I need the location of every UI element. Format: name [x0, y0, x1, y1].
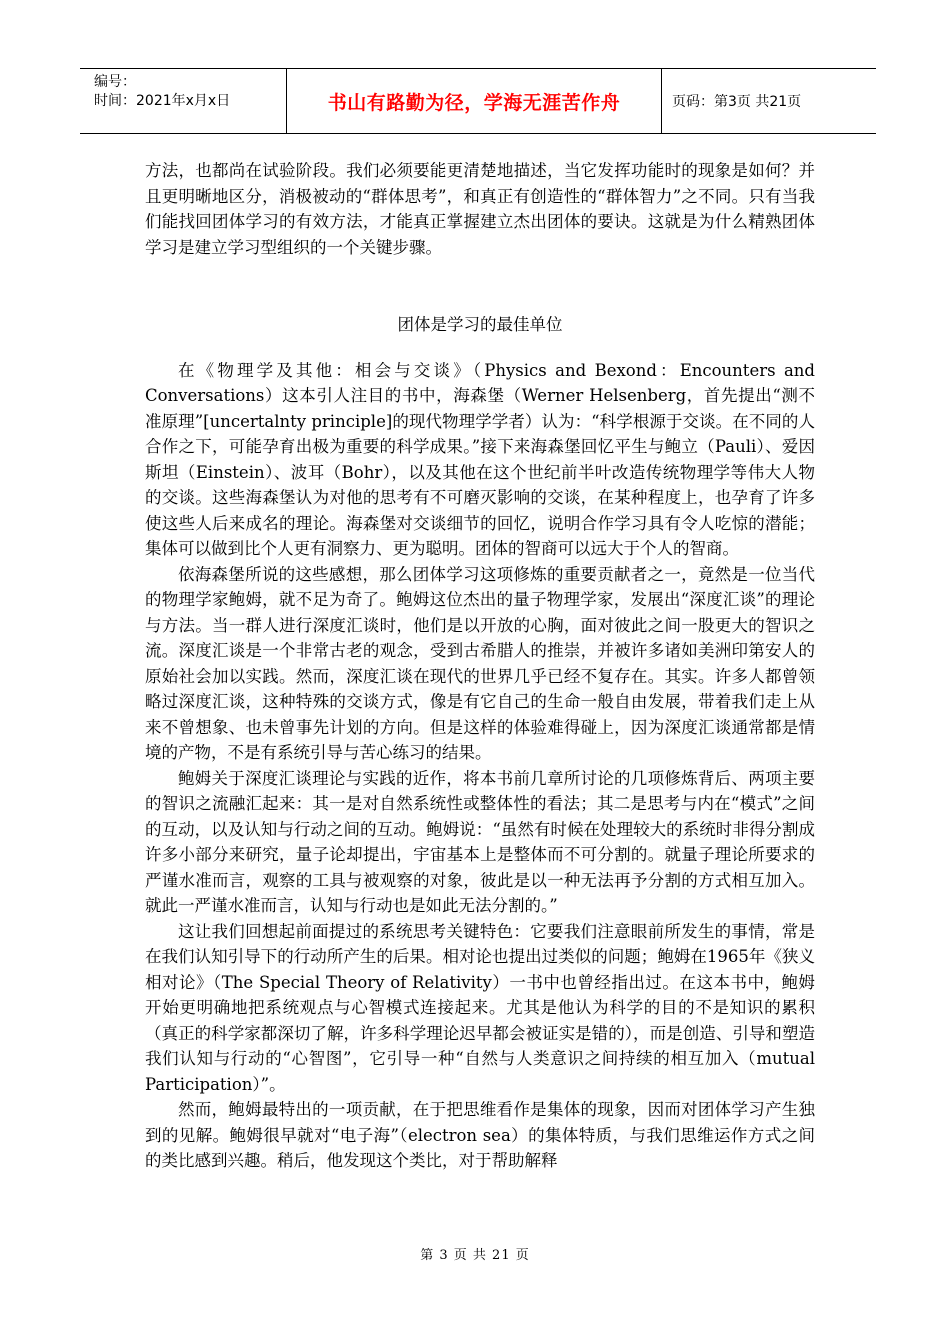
- header-meta-cell: [80, 69, 287, 133]
- header-motto-cell: [287, 69, 662, 133]
- continued-paragraph: 方法，也都尚在试验阶段。我们必须要能更清楚地描述，当它发挥功能时的现象是如何？并且更明晰地区分，消极被动的“群体思考”，和真正有创造性的“群体智力”之不同。只有当我们能找回团体学习的有效方法，才能真正掌握建立杰出团体的要诀。这就是为什么精熟团体学习是建立学习型组织的一个关键步骤。: [145, 161, 815, 257]
- page-footer: 第 3 页 共 21 页: [420, 1248, 530, 1263]
- header-page-info: 页码：第3页 共21页: [672, 94, 802, 110]
- body-paragraph-1: 在《物理学及其他：相会与交谈》（Physics and Bexond：Encounters and Conversations）这本引人注目的书中，海森堡（Werner Helsenberg，首先提出“测不准原理”[uncertalnty principle]的现代物理学学者）认为：“科学根源于交谈。在不同的人合作之下，可能孕育出极为重要的科学成果。”接下来海森堡回忆平生与鲍立（Pauli）、爱因斯坦（Einstein）、波耳（Bohr），以及其他在这个世纪前半叶改造传统物理学等伟大人物的交谈。这些海森堡认为对他的思考有不可磨灭影响的交谈，在某种程度上，也孕育了许多使这些人后来成名的理论。海森堡对交谈细节的回忆，说明合作学习具有令人吃惊的潜能；集体可以做到比个人更有洞察力、更为聪明。团体的智商可以远大于个人的智商。: [145, 360, 815, 558]
- header-motto: 书山有路勤为径，学海无涯苦作舟: [327, 91, 621, 114]
- document-body: [145, 158, 815, 1174]
- document-time-label: 时间：2021年x月x日: [94, 93, 231, 109]
- body-paragraph-3: 鲍姆关于深度汇谈理论与实践的近作，将本书前几章所讨论的几项修炼背后、两项主要的智识之流融汇起来：其一是对自然系统性或整体性的看法；其二是思考与内在“模式”之间的互动，以及认知与行动之间的互动。鲍姆说：“虽然有时候在处理较大的系统时非得分割成许多小部分来研究，量子论却提出，宇宙基本上是整体而不可分割的。就量子理论所要求的严谨水准而言，观察的工具与被观察的对象，彼此是以一种无法再予分割的方式相互加入。就此一严谨水准而言，认知与行动也是如此无法分割的。”: [145, 768, 815, 915]
- body-paragraph-2: 依海森堡所说的这些感想，那么团体学习这项修炼的重要贡献者之一，竟然是一位当代的物理学家鲍姆，就不足为奇了。鲍姆这位杰出的量子物理学家，发展出“深度汇谈”的理论与方法。当一群人进行深度汇谈时，他们是以开放的心胸，面对彼此之间一股更大的智识之流。深度汇谈是一个非常古老的观念，受到古希腊人的推崇，并被许多诸如美洲印第安人的原始社会加以实践。然而，深度汇谈在现代的世界几乎已经不复存在。其实。许多人都曾领略过深度汇谈，这种特殊的交谈方式，像是有它自己的生命一般自由发展，带着我们走上从来不曾想象、也未曾事先计划的方向。但是这样的体验难得碰上，因为深度汇谈通常都是情境的产物，不是有系统引导与苦心练习的结果。: [145, 564, 815, 762]
- body-paragraph-5: 然而，鲍姆最特出的一项贡献，在于把思维看作是集体的现象，因而对团体学习产生独到的见解。鲍姆很早就对“电子海”（electron sea）的集体特质，与我们思维运作方式之间的类比感到兴趣。稍后，他发现这个类比，对于帮助解释: [145, 1100, 815, 1170]
- body-paragraph-4: 这让我们回想起前面提过的系统思考关键特色：它要我们注意眼前所发生的事情，常是在我们认知引导下的行动所产生的后果。相对论也提出过类似的问题；鲍姆在1965年《狭义相对论》（The Special Theory of Relativity）一书中也曾经指出过。在这本书中，鲍姆开始更明确地把系统观点与心智模式连接起来。尤其是他认为科学的目的不是知识的累积（真正的科学家都深切了解，许多科学理论迟早都会被证实是错的），而是创造、引导和塑造我们认知与行动的“心智图”，它引导一种“自然与人类意识之间持续的相互加入（mutual Participation）”。: [145, 921, 815, 1094]
- page-header: [80, 68, 876, 134]
- section-title: 团体是学习的最佳单位: [397, 315, 563, 334]
- document-number-label: 编号：: [94, 74, 136, 90]
- header-page-cell: [662, 69, 876, 133]
